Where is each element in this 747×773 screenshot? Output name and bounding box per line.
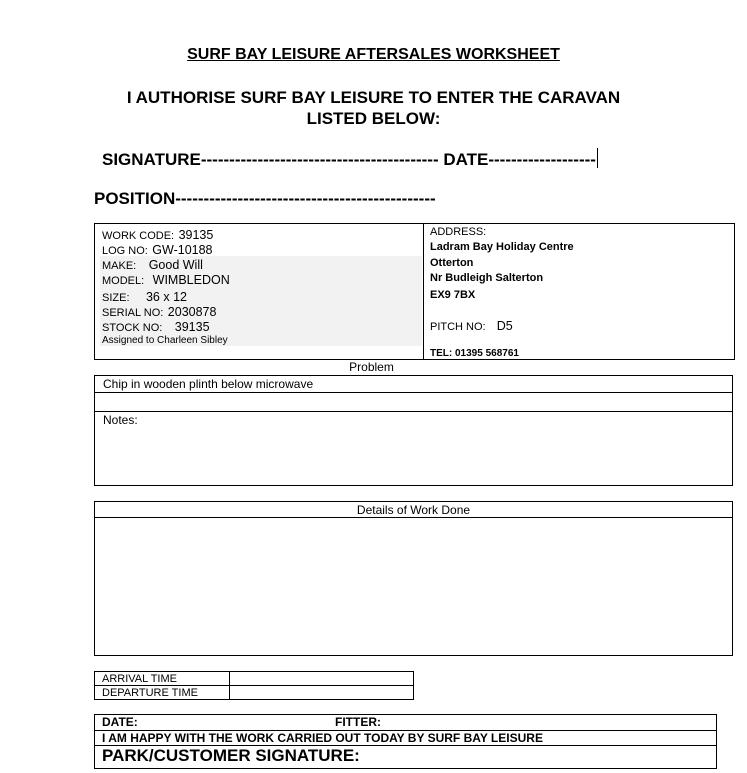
signature-date-text: SIGNATURE------------------------------------------ DATE------------------- — [102, 150, 596, 169]
times-column-divider — [229, 672, 230, 699]
log-no-label: LOG NO: — [102, 245, 148, 257]
model-value: WIMBLEDON — [152, 273, 230, 287]
problem-text: Chip in wooden plinth below microwave — [103, 377, 314, 391]
customer-satisfaction-statement: I AM HAPPY WITH THE WORK CARRIED OUT TODAY BY SURF BAY LEISURE — [102, 731, 543, 745]
pitch-label: PITCH NO: — [430, 321, 486, 333]
serial-label: SERIAL NO: — [102, 307, 164, 319]
pitch-row — [430, 319, 513, 333]
stock-value: 39135 — [174, 320, 210, 334]
work-code-value: 39135 — [178, 228, 214, 242]
log-no-value: GW-10188 — [152, 243, 213, 257]
work-done-caption: Details of Work Done — [356, 503, 471, 517]
address-line-4: EX9 7BX — [430, 289, 476, 301]
arrival-time-label: ARRIVAL TIME — [102, 673, 177, 685]
address-label: ADDRESS: — [430, 226, 487, 238]
address-line-3: Nr Budleigh Salterton — [430, 272, 544, 284]
telephone: TEL: 01395 568761 — [430, 348, 519, 359]
problem-divider — [95, 392, 732, 393]
pitch-value: D5 — [496, 319, 513, 333]
stock-row — [102, 318, 210, 336]
sign-off-box — [94, 714, 717, 769]
size-value: 36 x 12 — [145, 290, 187, 304]
column-divider — [423, 224, 424, 359]
stock-label: STOCK NO: — [102, 322, 163, 334]
signature-date-line[interactable] — [102, 148, 598, 170]
authorisation-line-1: I AUTHORISE SURF BAY LEISURE TO ENTER THE CARAVAN — [126, 88, 621, 107]
work-code-label: WORK CODE: — [102, 230, 175, 242]
departure-time-label: DEPARTURE TIME — [102, 687, 198, 699]
date-label: DATE: — [102, 715, 138, 729]
make-value: Good Will — [148, 258, 203, 272]
model-label: MODEL: — [102, 275, 145, 287]
size-label: SIZE: — [102, 292, 130, 304]
assigned-to: Assigned to Charleen Sibley — [102, 335, 228, 346]
make-label: MAKE: — [102, 260, 137, 272]
text-cursor — [597, 148, 598, 168]
problem-caption: Problem — [349, 360, 394, 374]
notes-divider — [95, 411, 732, 412]
authorisation-statement — [0, 87, 747, 129]
notes-label: Notes: — [103, 413, 138, 427]
times-row-divider — [95, 685, 413, 686]
authorisation-line-2: LISTED BELOW: — [306, 109, 441, 128]
position-line[interactable]: POSITION---------------------------------------------- — [94, 189, 436, 208]
times-table — [94, 671, 414, 700]
serial-value: 2030878 — [167, 305, 217, 319]
page-title: SURF BAY LEISURE AFTERSALES WORKSHEET — [187, 46, 560, 63]
fitter-label: FITTER: — [335, 715, 381, 729]
work-done-box — [94, 501, 733, 656]
address-line-1: Ladram Bay Holiday Centre — [430, 241, 574, 253]
model-row — [102, 271, 230, 289]
work-done-divider — [95, 517, 732, 518]
customer-signature-label: PARK/CUSTOMER SIGNATURE: — [102, 746, 360, 765]
problem-box — [94, 375, 733, 486]
address-line-2: Otterton — [430, 257, 474, 269]
caravan-info-box — [94, 223, 735, 360]
